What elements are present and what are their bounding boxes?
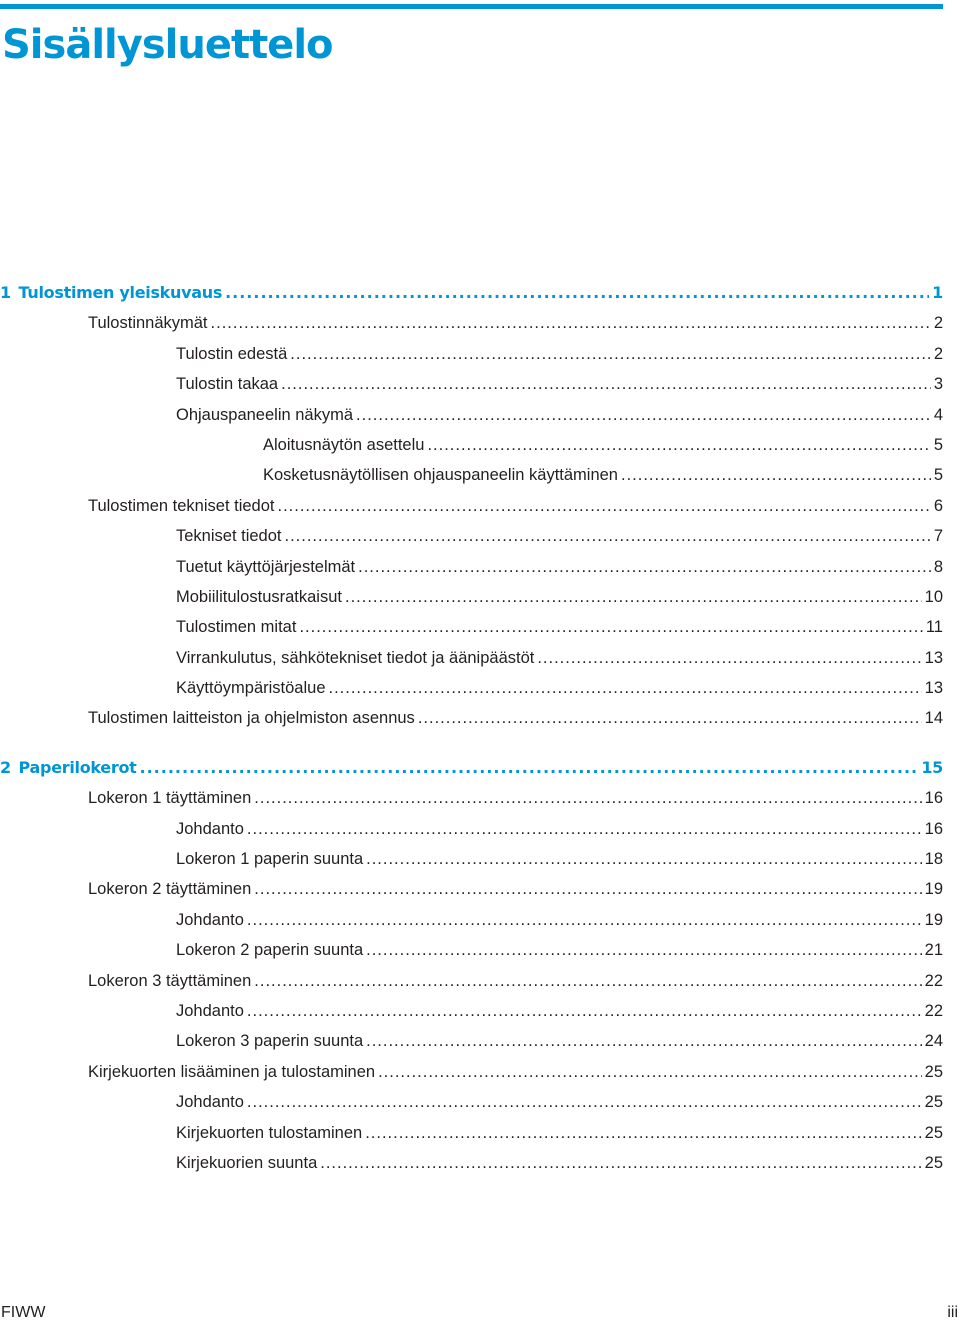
dot-leader: [378, 1057, 922, 1087]
toc-chapter: [0, 753, 943, 1178]
toc-entry-title: [176, 582, 342, 612]
toc-entry-title: [176, 643, 534, 673]
toc-entry[interactable]: [0, 844, 943, 874]
toc-page-number: 10: [924, 587, 943, 606]
toc-entry[interactable]: [0, 430, 943, 460]
toc-entry-title: [176, 521, 281, 551]
toc-page-number: 4: [933, 405, 943, 424]
toc-page-number: 16: [924, 789, 943, 808]
toc-entry[interactable]: [0, 874, 943, 904]
chapter-title: Tulostimen yleiskuvaus: [18, 283, 223, 302]
toc-page-number: 7: [933, 527, 943, 546]
toc-entry-title: [88, 966, 251, 996]
dot-leader: [277, 491, 930, 521]
toc-entry[interactable]: [0, 996, 943, 1026]
toc-page-number: 11: [925, 618, 943, 637]
toc-entry[interactable]: [0, 460, 943, 490]
toc-page-number: 5: [933, 435, 943, 454]
dot-leader: [537, 643, 921, 673]
toc-page-number: 18: [924, 850, 943, 869]
toc-entry-title: [88, 783, 251, 813]
toc-entry-title: [176, 369, 278, 399]
toc-entry-title: [88, 491, 274, 521]
toc-entry-title: [88, 703, 415, 733]
entry-title: Lokeron 1 täyttäminen: [88, 789, 252, 808]
toc-entry[interactable]: [0, 783, 943, 813]
dot-leader: [329, 673, 922, 703]
toc-entry-title: [263, 430, 424, 460]
toc-entry[interactable]: [0, 1057, 943, 1087]
toc-entry[interactable]: [0, 1087, 943, 1117]
toc-entry-title: [176, 1087, 244, 1117]
toc-entry[interactable]: [0, 673, 943, 703]
entry-title: Lokeron 2 paperin suunta: [176, 941, 364, 960]
toc-page-number: 25: [924, 1153, 943, 1172]
toc-entry-title: [176, 844, 363, 874]
toc-page-number: 15: [921, 757, 943, 777]
toc-entry[interactable]: [0, 1148, 943, 1178]
toc-entry-title: [176, 612, 296, 642]
toc-entry[interactable]: [0, 339, 943, 369]
toc-page-number: 19: [924, 880, 943, 899]
entry-title: Johdanto: [176, 1001, 244, 1020]
dot-leader: [247, 814, 922, 844]
dot-leader: [366, 1026, 922, 1056]
toc-page-number: 3: [933, 375, 943, 394]
toc-page-number: 1: [932, 283, 943, 302]
toc-page-number: 8: [933, 557, 943, 576]
dot-leader: [211, 308, 931, 338]
toc-entry-title: [176, 905, 244, 935]
dot-leader: [254, 874, 921, 904]
dot-leader: [140, 753, 919, 783]
entry-title: Tulostin edestä: [176, 344, 288, 363]
entry-title: Tulostimen mitat: [176, 618, 297, 637]
chapter-number: 1: [0, 283, 11, 302]
entry-title: Käyttöympäristöalue: [176, 679, 326, 698]
dot-leader: [356, 400, 931, 430]
dot-leader: [427, 430, 930, 460]
toc-page-number: 16: [924, 819, 943, 838]
dot-leader: [345, 582, 922, 612]
dot-leader: [281, 369, 931, 399]
entry-title: Kirjekuorten lisääminen ja tulostaminen: [88, 1062, 376, 1081]
entry-title: Tuetut käyttöjärjestelmät: [176, 557, 356, 576]
entry-title: Lokeron 2 täyttäminen: [88, 880, 252, 899]
toc-entry-title: [0, 753, 137, 783]
page-title: Sisällysluettelo: [2, 22, 333, 68]
entry-title: Tulostinnäkymät: [88, 314, 208, 333]
toc-entry[interactable]: [0, 1026, 943, 1056]
toc-page-number: 24: [924, 1032, 943, 1051]
dot-leader: [418, 703, 922, 733]
toc-entry[interactable]: [0, 521, 943, 551]
toc-page-number: 2: [933, 314, 943, 333]
toc-entry[interactable]: [0, 400, 943, 430]
toc-page-number: 5: [933, 466, 943, 485]
toc-entry[interactable]: [0, 612, 943, 642]
toc-entry[interactable]: [0, 905, 943, 935]
toc-entry[interactable]: [0, 552, 943, 582]
dot-leader: [247, 996, 922, 1026]
top-rule: [0, 4, 943, 9]
toc-entry-title: [88, 1057, 375, 1087]
toc-entry[interactable]: [0, 1118, 943, 1148]
dot-leader: [254, 783, 921, 813]
dot-leader: [284, 521, 930, 551]
entry-title: Johdanto: [176, 910, 244, 929]
dot-leader: [247, 905, 922, 935]
entry-title: Kirjekuorien suunta: [176, 1153, 318, 1172]
toc-chapter-heading[interactable]: [0, 753, 943, 783]
entry-title: Aloitusnäytön asettelu: [263, 435, 425, 454]
toc-page-number: 22: [924, 971, 943, 990]
toc-entry-title: [176, 400, 353, 430]
toc-page-number: 13: [924, 648, 943, 667]
toc-entry-title: [176, 1118, 362, 1148]
entry-title: Tulostimen tekniset tiedot: [88, 496, 275, 515]
entry-title: Lokeron 1 paperin suunta: [176, 850, 364, 869]
dot-leader: [621, 460, 931, 490]
toc-entry-title: [176, 552, 355, 582]
toc-entry[interactable]: [0, 582, 943, 612]
toc-entry[interactable]: [0, 935, 943, 965]
entry-title: Lokeron 3 täyttäminen: [88, 971, 252, 990]
toc-entry[interactable]: [0, 369, 943, 399]
toc-entry-title: [176, 1026, 363, 1056]
entry-title: Tulostin takaa: [176, 375, 279, 394]
chapter-title: Paperilokerot: [18, 757, 137, 777]
entry-title: Tulostimen laitteiston ja ohjelmiston asennus: [88, 709, 415, 728]
dot-leader: [358, 552, 931, 582]
toc-page-number: 25: [924, 1123, 943, 1142]
toc-chapter-heading[interactable]: [0, 278, 943, 308]
toc-page-number: 13: [924, 679, 943, 698]
entry-title: Johdanto: [176, 819, 244, 838]
entry-title: Mobiilitulostusratkaisut: [176, 587, 342, 606]
toc-entry-title: [176, 935, 363, 965]
toc-entry-title: [176, 814, 244, 844]
dot-leader: [366, 844, 922, 874]
toc-page-number: 19: [924, 910, 943, 929]
dot-leader: [247, 1087, 922, 1117]
entry-title: Kirjekuorten tulostaminen: [176, 1123, 363, 1142]
toc-page-number: 21: [924, 941, 943, 960]
entry-title: Ohjauspaneelin näkymä: [176, 405, 354, 424]
chapter-number: 2: [0, 757, 11, 777]
toc-chapter: [0, 278, 943, 734]
toc-entry-title: [88, 874, 251, 904]
toc-page-number: 25: [924, 1062, 943, 1081]
toc-entry[interactable]: [0, 703, 943, 733]
dot-leader: [365, 1118, 921, 1148]
table-of-contents: [0, 278, 943, 1178]
page-number: iii: [947, 1304, 958, 1321]
entry-title: Virrankulutus, sähkötekniset tiedot ja äänipäästöt: [176, 648, 535, 667]
toc-entry-title: [176, 1148, 317, 1178]
toc-page-number: 6: [933, 496, 943, 515]
dot-leader: [299, 612, 922, 642]
toc-entry-title: [176, 673, 326, 703]
dot-leader: [320, 1148, 921, 1178]
entry-title: Johdanto: [176, 1093, 244, 1112]
toc-entry-title: [88, 308, 208, 338]
dot-leader: [366, 935, 922, 965]
toc-entry[interactable]: [0, 814, 943, 844]
entry-title: Kosketusnäytöllisen ohjauspaneelin käyttäminen: [263, 466, 618, 485]
dot-leader: [254, 966, 921, 996]
toc-entry-title: [176, 996, 244, 1026]
footer-label: FIWW: [1, 1304, 46, 1321]
toc-entry-title: [176, 339, 287, 369]
toc-page-number: 22: [924, 1001, 943, 1020]
toc-page-number: 25: [924, 1093, 943, 1112]
toc-entry[interactable]: [0, 491, 943, 521]
dot-leader: [225, 278, 929, 308]
toc-page-number: 14: [924, 709, 943, 728]
entry-title: Tekniset tiedot: [176, 527, 282, 546]
dot-leader: [290, 339, 931, 369]
toc-page-number: 2: [933, 344, 943, 363]
toc-entry[interactable]: [0, 643, 943, 673]
toc-entry[interactable]: [0, 966, 943, 996]
toc-entry-title: [263, 460, 618, 490]
toc-entry[interactable]: [0, 308, 943, 338]
entry-title: Lokeron 3 paperin suunta: [176, 1032, 364, 1051]
toc-entry-title: [0, 278, 222, 308]
